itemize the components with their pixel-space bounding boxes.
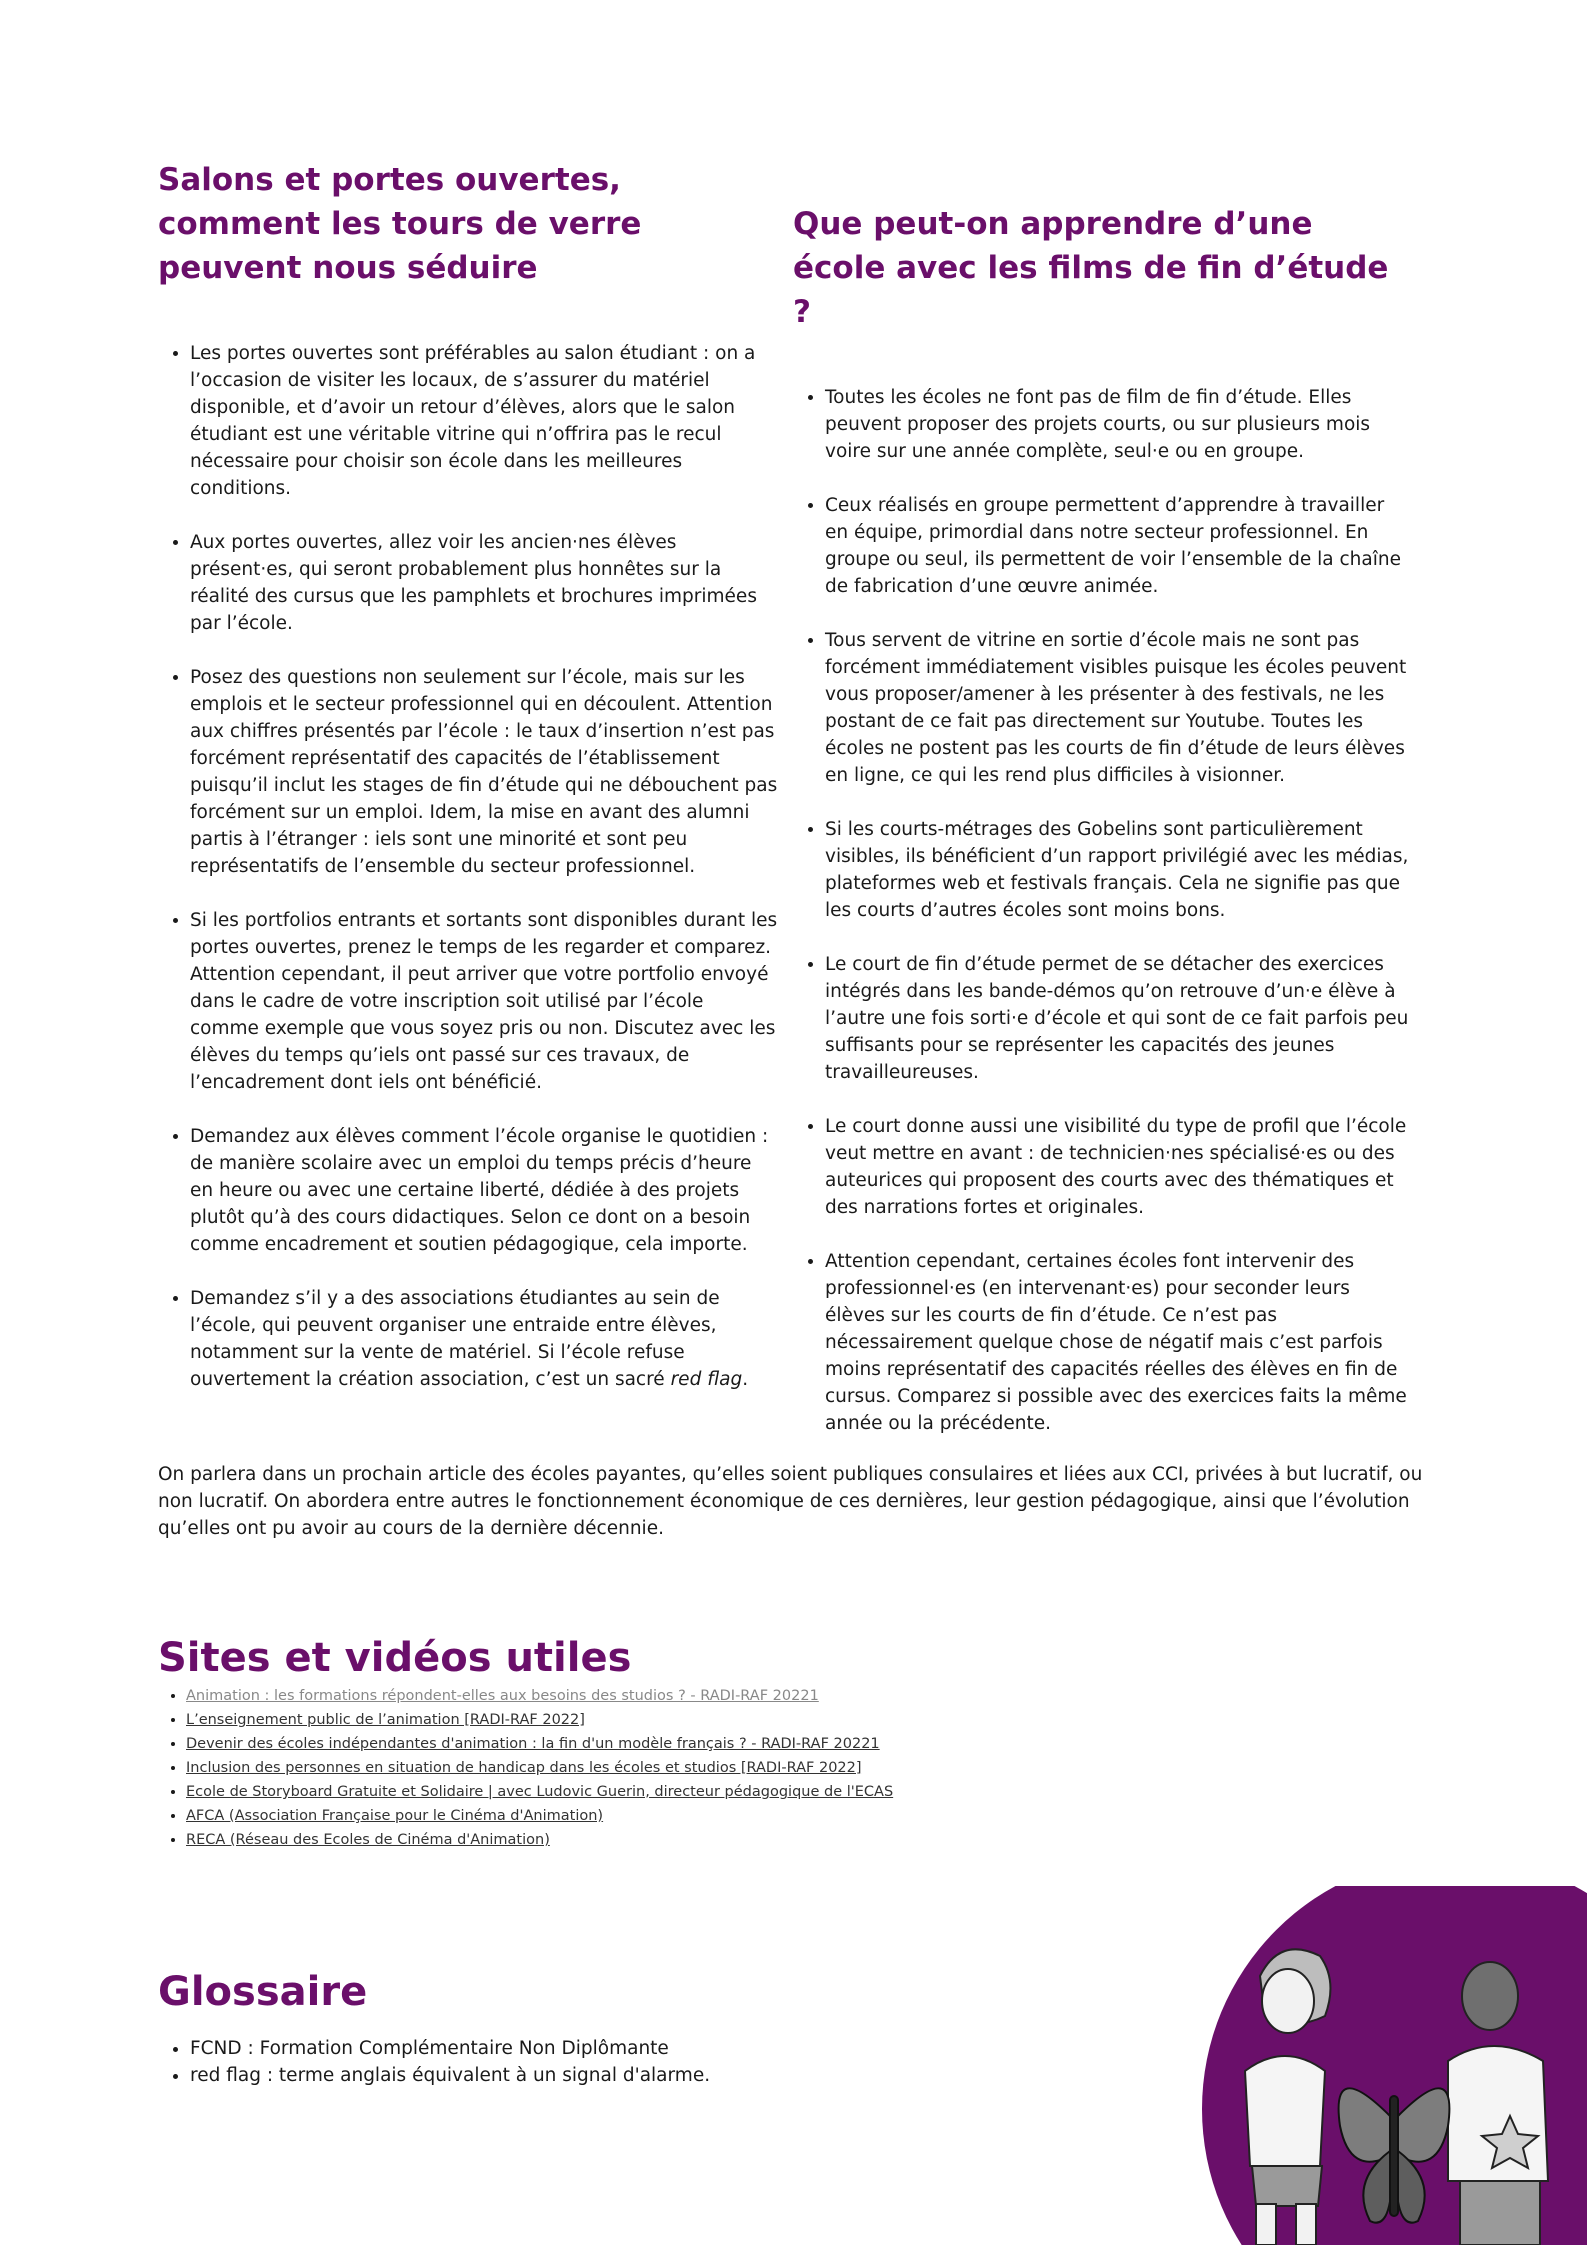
link-ecole-storyboard[interactable]: Ecole de Storyboard Gratuite et Solidaire | avec Ludovic Guerin, directeur pédagogique de l'ECAS: [186, 1784, 894, 1800]
list-item: • Le court de fin d’étude permet de se détacher des exercices intégrés dans les bande-démos qu’on retrouve d’un·e élève à l’autre une fois sorti·e d’école et qui sont de ce fait parfois peu suffisants pour se représenter les capacités des jeunes travailleureuses.: [825, 951, 1413, 1086]
list-item-text: Demandez s’il y a des associations étudiantes au sein de l’école, qui peuvent organiser une entraide entre élèves, notamment sur la vente de matériel. Si l’école refuse ouvertement la création association, c’est un sacré: [190, 1288, 720, 1390]
list-item: [186, 1732, 893, 1756]
list-item: [186, 1780, 893, 1804]
link-inclusion-handicap[interactable]: Inclusion des personnes en situation de handicap dans les écoles et studios [RADI-RAF 2022]: [186, 1760, 862, 1776]
right-column: [793, 202, 1413, 1464]
list-item: • Demandez aux élèves comment l’école organise le quotidien : de manière scolaire avec un emploi du temps précis d’heure en heure ou avec une certaine liberté, dédiée à des projets plutôt qu’à des cours didactiques. Selon ce dont on a besoin comme encadrement et soutien pédagogique, cela importe.: [190, 1123, 778, 1258]
left-column: [158, 158, 778, 1420]
list-item: [186, 1804, 893, 1828]
list-item: [190, 1285, 778, 1393]
left-section-title: Salons et portes ouvertes, comment les tours de verre peuvent nous séduire: [158, 162, 642, 286]
list-item: • Aux portes ouvertes, allez voir les ancien·nes élèves présent·es, qui seront probablement plus honnêtes sur la réalité des cursus que les pamphlets et brochures imprimées par l’école.: [190, 529, 778, 637]
link-afca[interactable]: AFCA (Association Française pour le Cinéma d'Animation): [186, 1808, 604, 1824]
link-radi-raf-formations[interactable]: Animation : les formations répondent-elles aux besoins des studios ? - RADI-RAF 20221: [186, 1688, 819, 1704]
right-bullet-list: [793, 384, 1413, 1437]
list-item: • Ceux réalisés en groupe permettent d’apprendre à travailler en équipe, primordial dans notre secteur professionnel. En groupe ou seul, ils permettent de voir l’ensemble de la chaîne de fabrication d’une œuvre animée.: [825, 492, 1413, 600]
list-item: • Les portes ouvertes sont préférables au salon étudiant : on a l’occasion de visiter les locaux, de s’assurer du matériel disponible, et d’avoir un retour d’élèves, alors que le salon étudiant est une véritable vitrine qui n’offrira pas le recul nécessaire pour choisir son école dans les meilleures conditions.: [190, 340, 778, 502]
sites-title: Sites et vidéos utiles: [158, 1635, 632, 1681]
list-item: • Le court donne aussi une visibilité du type de profil que l’école veut mettre en avant : de technicien·nes spécialisé·es ou des auteurices qui proposent des courts avec des thématiques et des narrations fortes et originales.: [825, 1113, 1413, 1221]
kids-butterfly-illustration: [1190, 1886, 1587, 2245]
list-item: [186, 1756, 893, 1780]
right-section-title: Que peut-on apprendre d’une école avec les films de fin d’étude ?: [793, 206, 1389, 330]
glossary-item: • red flag : terme anglais équivalent à un signal d'alarme.: [190, 2062, 710, 2089]
list-item: • Si les courts-métrages des Gobelins sont particulièrement visibles, ils bénéficient d’un rapport privilégié avec les médias, plateformes web et festivals français. Cela ne signifie pas que les courts d’autres écoles sont moins bons.: [825, 816, 1413, 924]
list-item-end: .: [742, 1369, 749, 1390]
list-item: • Attention cependant, certaines écoles font intervenir des professionnel·es (en intervenant·es) pour seconder leurs élèves sur les courts de fin d’étude. Ce n’est pas nécessairement quelque chose de négatif mais c’est parfois moins représentatif des capacités réelles des élèves en fin de cursus. Comparez si possible avec des exercices faits la même année ou la précédente.: [825, 1248, 1413, 1437]
list-item: • Tous servent de vitrine en sortie d’école mais ne sont pas forcément immédiatement visibles puisque les écoles peuvent vous proposer/amener à les présenter à des festivals, ne les postant de ce fait pas directement sur Youtube. Toutes les écoles ne postent pas les courts de fin d’étude de leurs élèves en ligne, ce qui les rend plus difficiles à visionner.: [825, 627, 1413, 789]
glossary-list: [158, 2035, 710, 2089]
glossary-title: Glossaire: [158, 1969, 368, 2015]
sites-link-list: [158, 1684, 893, 1852]
closing-paragraph: On parlera dans un prochain article des écoles payantes, qu’elles soient publiques consulaires et liées aux CCI, privées à but lucratif, ou non lucratif. On abordera entre autres le fonctionnement économique de ces dernières, leur gestion pédagogique, ainsi que l’évolution qu’elles ont pu avoir au cours de la dernière décennie.: [158, 1464, 1423, 1539]
list-item: [186, 1684, 893, 1708]
red-flag-emphasis: red flag: [670, 1369, 743, 1390]
link-reca[interactable]: RECA (Réseau des Ecoles de Cinéma d'Animation): [186, 1832, 550, 1848]
list-item: • Toutes les écoles ne font pas de film de fin d’étude. Elles peuvent proposer des projets courts, ou sur plusieurs mois voire sur une année complète, seul·e ou en groupe.: [825, 384, 1413, 465]
list-item: [186, 1708, 893, 1732]
list-item: [186, 1828, 893, 1852]
link-ecoles-independantes[interactable]: Devenir des écoles indépendantes d'animation : la fin d'un modèle français ? - RADI-RAF 20221: [186, 1736, 880, 1752]
link-enseignement-public[interactable]: L’enseignement public de l’animation [RADI-RAF 2022]: [186, 1712, 585, 1728]
list-item: • Si les portfolios entrants et sortants sont disponibles durant les portes ouvertes, prenez le temps de les regarder et comparez. Attention cependant, il peut arriver que votre portfolio envoyé dans le cadre de votre inscription soit utilisé par l’école comme exemple que vous soyez pris ou non. Discutez avec les élèves du temps qu’iels ont passé sur ces travaux, de l’encadrement dont iels ont bénéficié.: [190, 907, 778, 1096]
list-item: • Posez des questions non seulement sur l’école, mais sur les emplois et le secteur professionnel qui en découlent. Attention aux chiffres présentés par l’école : le taux d’insertion n’est pas forcément représentatif des capacités de l’établissement puisqu’il inclut les stages de fin d’étude qui ne débouchent pas forcément sur un emploi. Idem, la mise en avant des alumni partis à l’étranger : iels sont une minorité et sont peu représentatifs de l’ensemble du secteur professionnel.: [190, 664, 778, 880]
glossary-item: • FCND : Formation Complémentaire Non Diplômante: [190, 2035, 710, 2062]
left-bullet-list: [158, 340, 778, 1393]
